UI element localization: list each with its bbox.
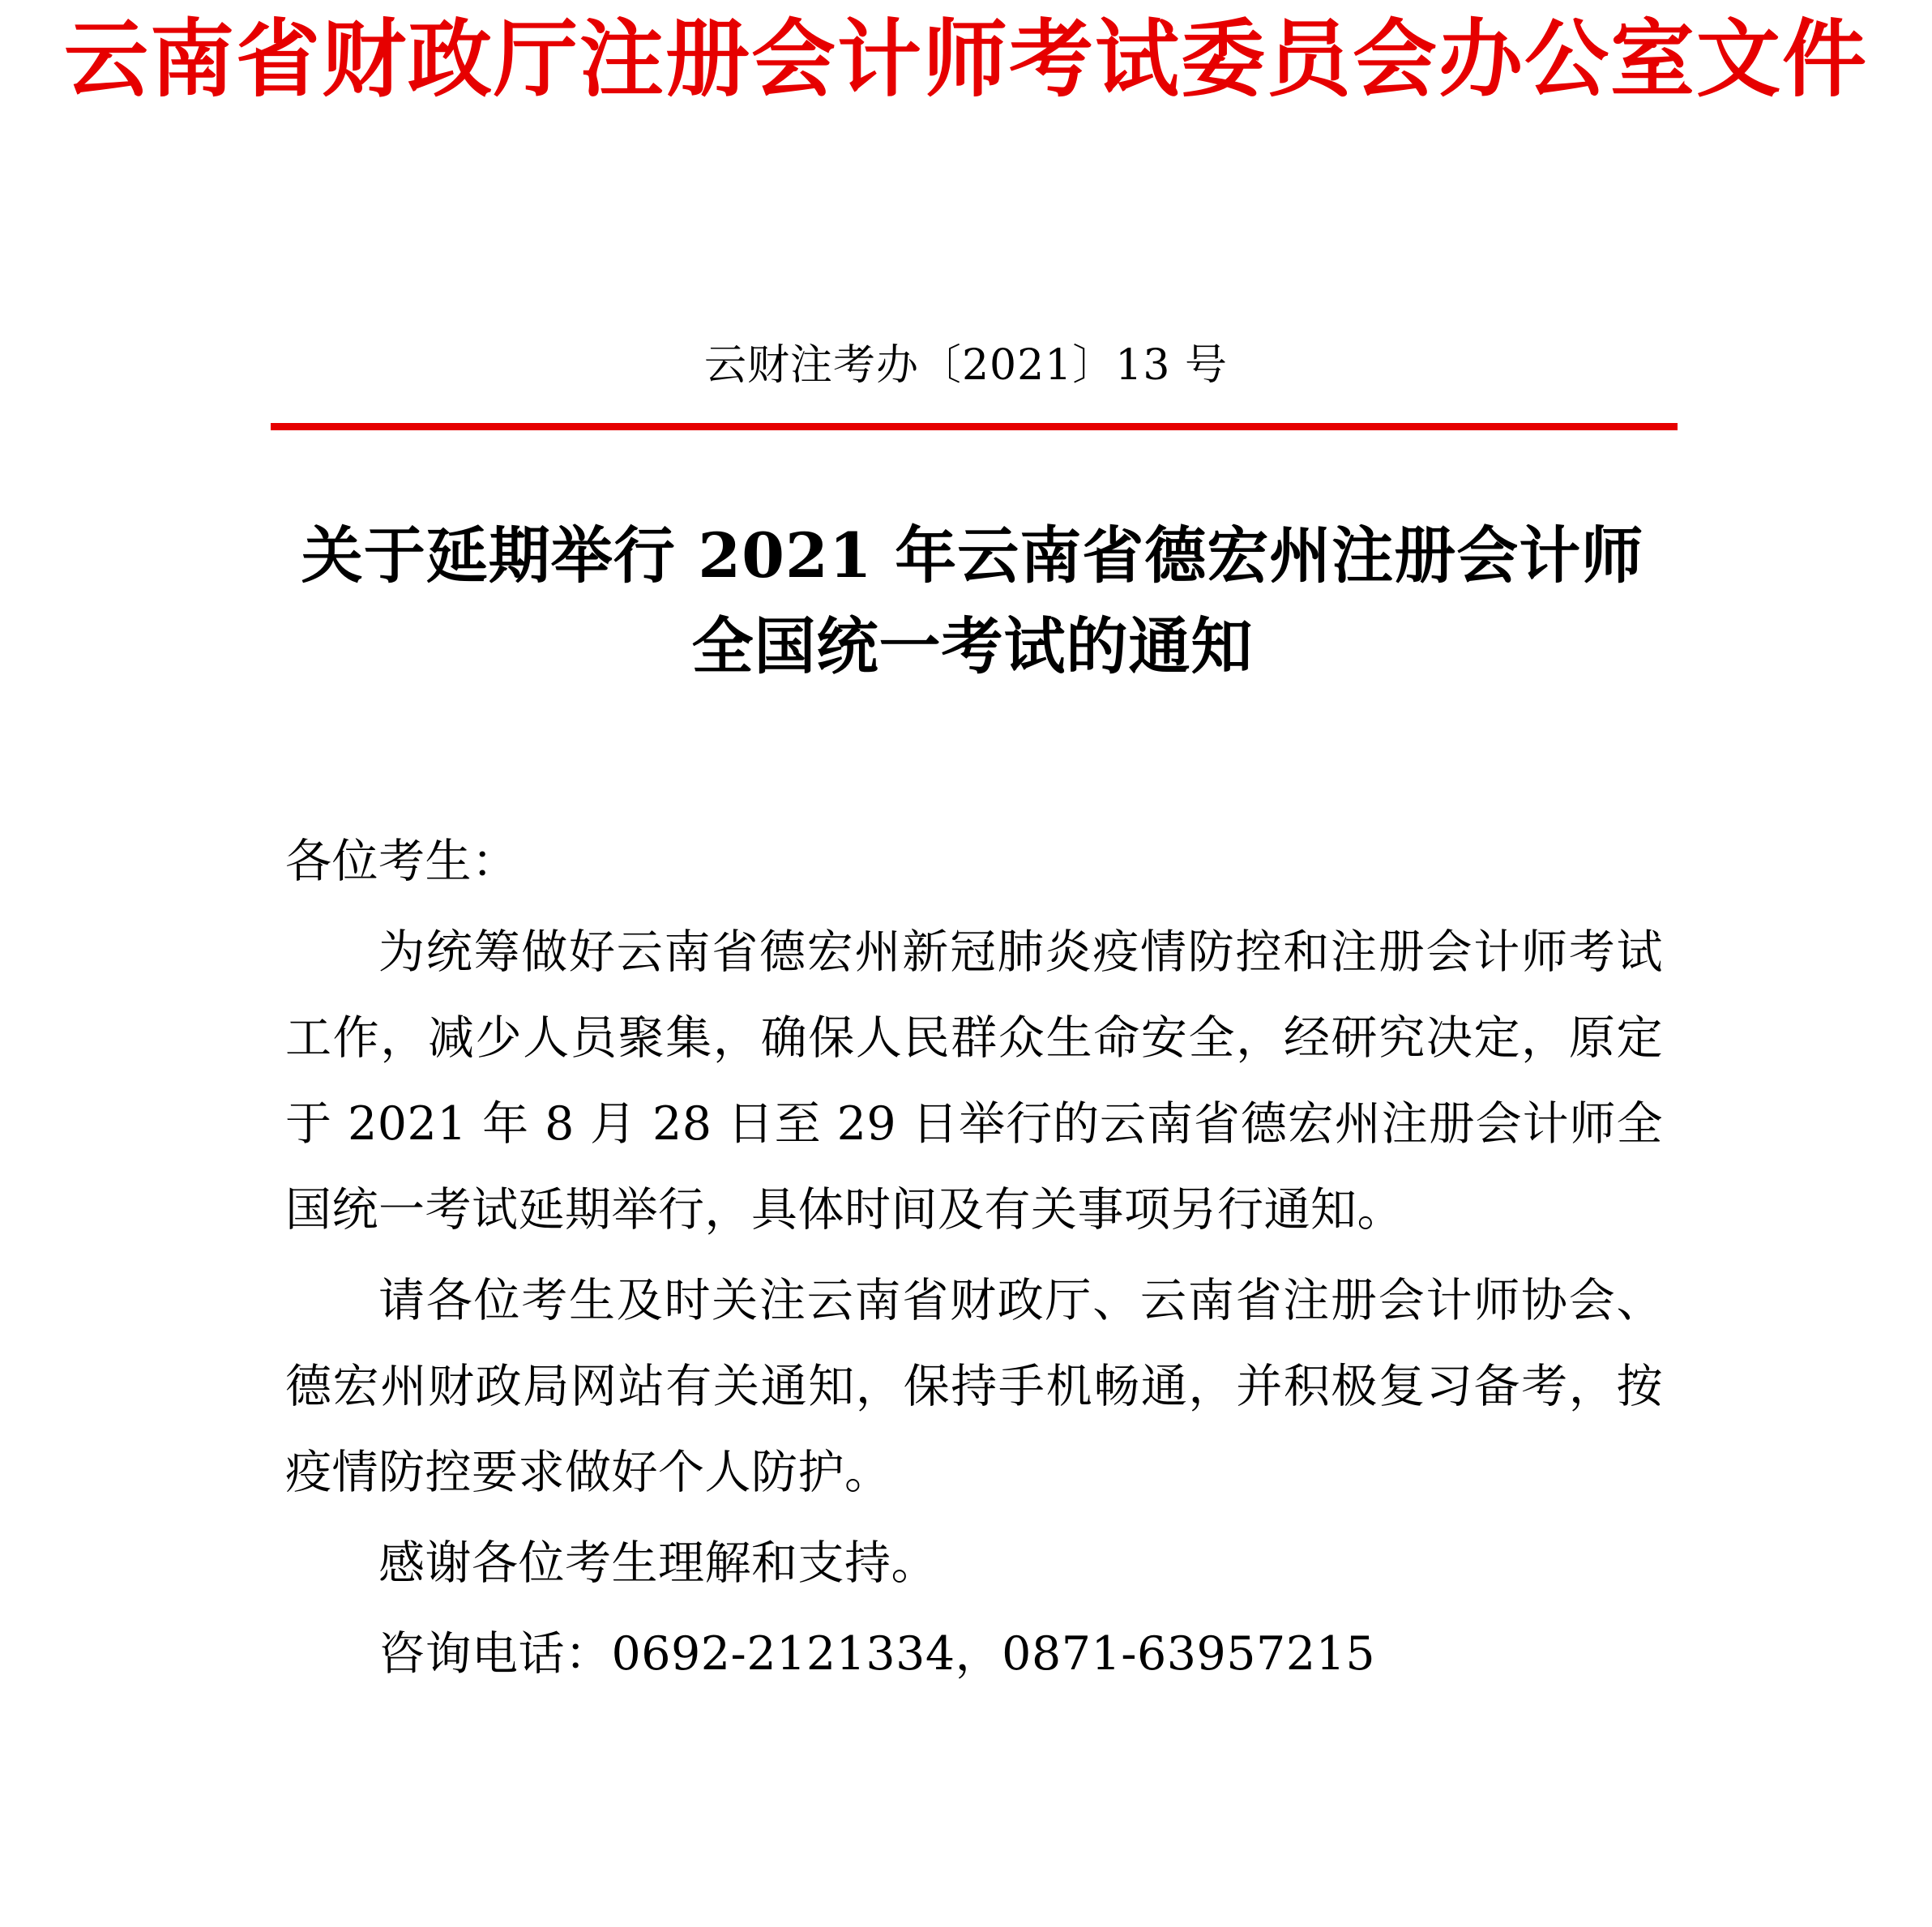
document-body	[285, 818, 1663, 1702]
masthead-title: 云南省财政厅注册会计师考试委员会办公室文件	[63, 9, 1868, 109]
document-title-line-1: 关于延期举行 2021 年云南省德宏州注册会计师	[301, 519, 1644, 592]
salutation: 各位考生：	[285, 835, 519, 888]
document-title	[243, 511, 1702, 693]
red-divider-rule	[271, 423, 1678, 430]
body-paragraph-3: 感谢各位考生理解和支持。	[378, 1536, 938, 1591]
body-paragraph-contact: 咨询电话：0692-2121334，0871-63957215	[378, 1627, 1376, 1681]
body-paragraph-2: 请各位考生及时关注云南省财政厅、云南省注册会计师协会、德宏州财政局网站有关通知，保持手机畅通，并积极复习备考，按疫情防控要求做好个人防护。	[285, 1274, 1663, 1500]
document-number: 云财注考办〔2021〕13 号	[703, 341, 1229, 390]
masthead	[0, 8, 1932, 111]
body-paragraph-1: 为统筹做好云南省德宏州新冠肺炎疫情防控和注册会计师考试工作，减少人员聚集，确保人民群众生命安全，经研究决定，原定于 2021 年 8 月 28 日至 29 日举行的云南省德宏州注册会计师全国统一考试延期举行，具体时间及有关事项另行通知。	[285, 925, 1663, 1237]
document-title-line-2: 全国统一考试的通知	[691, 610, 1254, 683]
